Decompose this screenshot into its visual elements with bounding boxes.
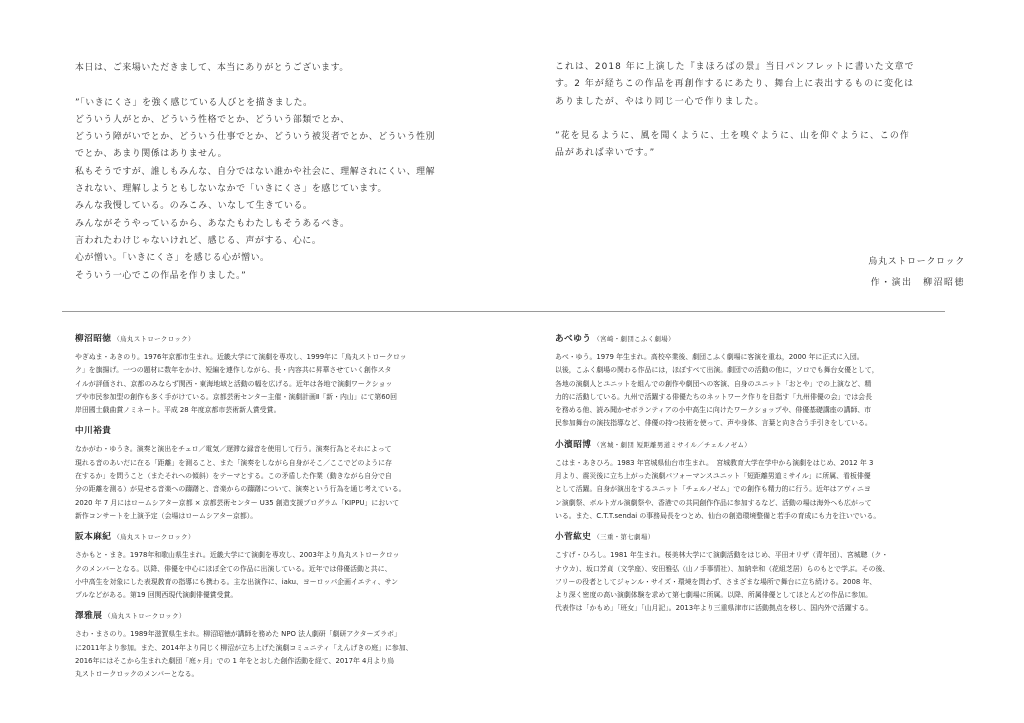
profile-line: 分の距離を測る）が見せる音楽への躊躇と、音楽からの躊躇について、演奏という行為を通じ考えている。 [75,485,406,494]
message-line: 品があれば幸いです。” [555,148,656,159]
profile-line: あべ・ゆう。1979 年生まれ。高校卒業後、劇団こふく劇場に客演を重ね，2000 年に正式に入団。 [555,353,864,361]
profile-line: として活躍。自身が演出をするユニット「チェルノゼム」での創作も精力的に行う。近年はアヴィニヨ [555,485,871,494]
message-line: 心が憎い。「いきにくさ」を感じる心が憎い。 [75,253,270,264]
author-credit: 作・演出 柳沼昭徳 [870,278,965,288]
profile-name [75,425,480,438]
message-line: ”花を見るように、風を聞くように、土を嗅ぐように、山を仰ぐように、この作 [555,131,910,142]
profile-body [75,628,480,681]
profiles-right-column [555,333,955,624]
message-line: どういう障がいでとか、どういう仕事でとか、どういう被災者でとか、どういう性別 [75,132,436,143]
profile-affiliation: （烏丸ストロークロック） [113,335,195,343]
profile-line: を務める他、読み聞かせボランティアの小中高生に向けたワークショップや、俳優基礎講座の講師、市 [555,406,872,415]
message-line: 言われたわけじゃないけれど、感じる、声がする、心に。 [75,235,322,246]
profile-line: ン演劇祭、ボルトガル演劇祭や、香港での共同創作作品に参加するなど、活動の場は海外へも広がって [555,498,872,507]
profile-name [555,531,955,544]
message-line: どういう人がとか、どういう性格でとか、どういう部類でとか、 [75,114,350,125]
profile-name [75,610,480,623]
profile-kosuge [555,531,955,615]
profile-line: フリーの役者としてジャンル・サイズ・環境を問わず、さまざまな場所で舞台に立ち続ける。2008 年、 [555,577,877,586]
profile-name-text: あべゆう [555,334,592,344]
profile-line: 丸ストロークロックのメンバーとなる。 [75,670,199,679]
profile-line: いる。また、C.T.T.sendai の事務局長をつとめ、仙台の創造環境整備と若手の育成にも力を注いでいる。 [555,511,881,520]
profile-line: 以後，こふく劇場の関わる作品には，ほぼすべて出演。劇団での活動の他に，ソロでも舞台女優として， [555,366,879,375]
section-divider [62,311,945,312]
profile-body [555,549,955,615]
profile-line: 力的に活動している。九州で活躍する俳優たちのネットワーク作りを目指す「九州俳優の会」では会長 [555,392,872,401]
profile-body [75,351,480,417]
profile-line: 2016年にはそこから生まれた劇団「庭ヶ月」での 1 年をとおした創作活動を経て、2017年 4月より烏 [75,657,395,666]
message-line: す。2 年が経ちこの作品を再創作するにあたり、舞台上に表出するものに変化は [555,79,915,90]
profile-abe [555,333,955,431]
profile-affiliation: （三重・第七劇場） [593,533,655,542]
profile-line: ナウカ）、坂口芳貞（文学座）、安田雅弘（山ノ手事情社）、加納幸和（花組芝居）らのもとで学ぶ。その後、 [555,564,890,573]
message-line: ”「いきにくさ」を強く感じている人びとを描きました。 [75,97,313,108]
profile-line: より深く密度の高い演劇体験を求めて第七劇場に所属。以降、所属俳優としてほとんどの作品に参加。 [555,591,872,600]
profiles-left-column [75,333,480,690]
profile-body [555,351,955,431]
profile-line: 月より、震災後に立ち上がった演劇パフォーマンスユニット「短距離男道ミサイル」に所属、看板俳優 [555,472,871,481]
profile-line: プや市民参加型の創作も多く手がけている。京都芸術センター主催・演劇計画Ⅱ「新・内山」にて第60回 [75,392,397,401]
profile-line: なかがわ・ゆうき。演奏と演出をチェロ／電気／遅滞な録音を使用して行う。演奏行為とそれによって [75,445,392,454]
profile-sakamoto [75,531,480,602]
profile-line: クのメンバーとなる。以降、俳優を中心にほぼ全ての作品に出演している。近年では俳優活動と共に、 [75,564,392,573]
message-left-column [75,60,485,285]
profile-affiliation: （宮崎・劇団こふく劇場） [593,335,675,343]
message-right-column [555,59,965,299]
profile-line: ク」を旗揚げ。一つの題材に数年をかけ、短編を連作しながら、長・内容共に昇華させていく創作スタ [75,366,392,375]
profile-affiliation: （烏丸ストロークロック） [104,612,186,621]
profile-body [555,457,955,523]
profile-name-text: 澤雅展 [75,611,103,622]
profile-name-text: 阪本麻紀 [75,532,112,543]
profile-name [75,333,480,346]
profile-line: こすげ・ひろし。1981 年生まれ。桜美林大学にて演劇活動をはじめ、平田オリザ（青年団）、宮城聰（ク・ [555,551,889,560]
profile-line: 民参加舞台の演技指導など、俳優の持つ技術を使って、声や身体、言葉と向き合う手引きをしている。 [555,419,872,428]
profile-line: こはま・あきひろ。1983 年宮城県仙台市生まれ。 宮城教育大学在学中から演劇をはじめ、2012 年 3 [555,458,874,467]
company-signature: 烏丸ストロークロック [868,257,965,267]
profile-sawa [75,610,480,681]
profile-name-text: 中川裕貴 [75,426,112,437]
profile-line: さわ・まさのり。1989年滋賀県生まれ。柳沼昭徳が講師を務めた NPO 法人劇研「劇研アクターズラボ」 [75,630,401,639]
message-line: されない、理解しようともしないなかで「いきにくさ」を感じています。 [75,184,387,195]
profile-line: 岸田國士戯曲賞ノミネート。平成 28 年度京都市芸術新人賞受賞。 [75,406,281,415]
message-line: 本日は、ご来場いただきまして、本当にありがとうございます。 [75,63,349,73]
profile-body [75,443,480,523]
message-line: でとか、あまり関係はありません。 [75,149,228,160]
profile-name [555,439,955,452]
profile-line: さかもと・まき。1978年和歌山県生まれ。近畿大学にて演劇を専攻し、2003年より烏丸ストロークロッ [75,551,400,560]
message-line: これは、2018 年に上演した『まほろばの景』当日パンフレットに書いた文章で [555,62,915,72]
message-line: 私もそうですが、誰しもみんな、自分ではない誰かや社会に、理解されにくい、理解 [75,166,436,177]
profile-yaginuma [75,333,480,417]
profile-line: に2011年より参加。また、2014年より同じく柳沼が立ち上げた演劇コミュニティ「えんげきの庭」に参加、 [75,643,413,652]
profile-line: やぎぬま・あきのり。1976年京都市生まれ。近畿大学にて演劇を専攻し、1999年に「烏丸ストロークロッ [75,353,407,361]
profile-name [75,531,480,544]
profile-line: 在するか」を問うこと（またそれへの傾斜）をテーマとする。この矛盾した作業（動きながら自分で自 [75,472,392,481]
profile-nakagawa [75,425,480,523]
profile-line: イルが評価され、京都のみならず関西・東海地域と活動の幅を広げる。近年は各地で演劇ワークショッ [75,379,393,388]
profile-name-text: 小菅紘史 [555,532,592,543]
profile-name-text: 小濱昭博 [555,439,592,450]
message-line: みんな我慢している。のみこみ、いなして生きている。 [75,201,313,212]
profile-affiliation: （宮城・劇団 短距離男道ミサイル／チェルノゼム） [593,440,752,449]
message-line: ありましたが、やはり同じ一心で作りました。 [555,96,765,107]
profile-kohama [555,439,955,523]
profile-line: プルなどがある。第19 回関西現代演劇俳優賞受賞。 [75,591,238,600]
profile-name-text: 柳沼昭徳 [75,334,112,344]
profile-line: 小中高生を対象にした表現教育の指導にも携わる。主な出演作に、iaku、ヨーロッパ企画イエティ、サン [75,577,399,586]
profile-affiliation: （烏丸ストロークロック） [113,533,195,542]
message-line: みんながそうやっているから、あなたもわたしもそうあるべき。 [75,218,350,229]
message-line: そういう一心でこの作品を作りました。” [75,270,247,281]
profile-line: 現れる音のあいだに在る「距離」を測ること、また「演奏をしながら自身がそこ／ここでどのように存 [75,458,392,467]
profile-name [555,333,955,346]
profile-line: 新作コンサートを上演予定（会場はロームシアター京都）。 [75,511,258,520]
profile-body [75,549,480,602]
profile-line: 各地の演劇人とユニットを組んでの創作や劇団への客演、自身のユニット「おとや」での上演など、精 [555,379,872,388]
profile-line: 2020 年 7 月にはロームシアター京都 × 京都芸術センター U35 創造支援プログラム「KIPPU」において [75,498,399,507]
profile-line: 代表作は「かもめ」「班女」「山月記」。2013年より三重県津市に活動拠点を移し、国内外で活躍する。 [555,604,873,613]
